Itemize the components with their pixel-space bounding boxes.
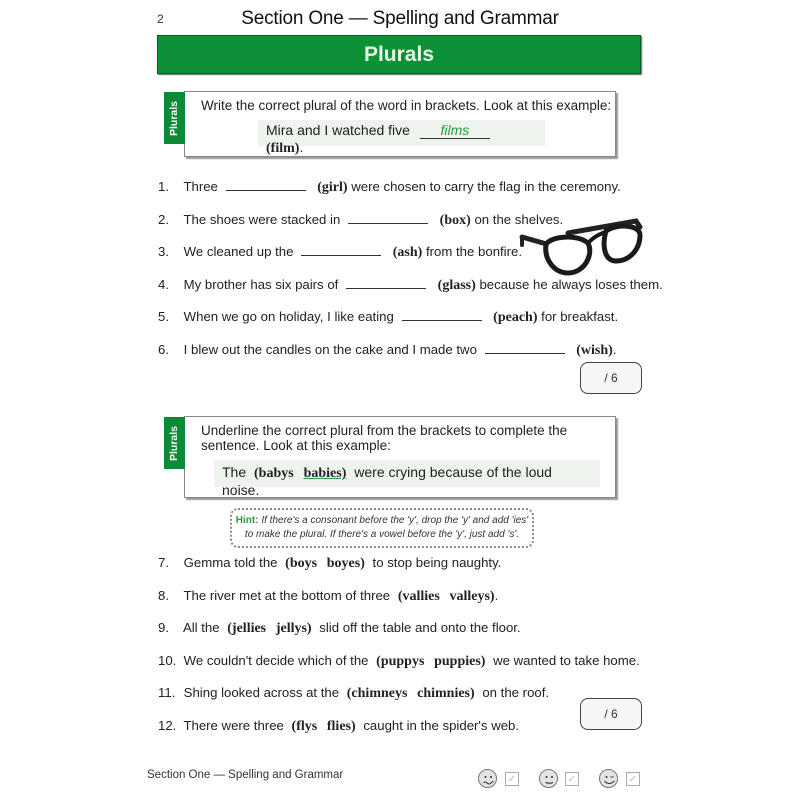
plurals-tab-2: Plurals [164,417,185,469]
checkbox-3[interactable]: ✓ [626,772,640,786]
example-sentence-2: The (babys babies) were crying because of the loud noise. [214,460,600,487]
page-number: 2 [157,12,164,26]
section-heading: Section One — Spelling and Grammar [241,8,559,29]
answer-blank-5[interactable] [402,310,482,321]
happy-wink-face-icon [599,769,618,788]
answer-blank-1[interactable] [226,180,306,191]
question-11: 11. Shing looked across at the (chimneys chimnies) on the roof. [158,685,550,701]
option-a[interactable]: (vallies [397,589,440,604]
checkbox-1[interactable]: ✓ [505,772,519,786]
neutral-face-icon [539,769,558,788]
question-8: 8. The river met at the bottom of three (vallies valleys). [158,588,499,604]
question-3: 3. We cleaned up the (ash) from the bonfire. [158,244,523,260]
instruction-text-1: Write the correct plural of the word in brackets. Look at this example: [201,98,612,113]
answer-blank-2[interactable] [348,213,428,224]
question-4: 4. My brother has six pairs of (glass) because he always loses them. [158,277,663,293]
instruction-text-2a: Underline the correct plural from the brackets to complete the [201,423,568,438]
hint-label: Hint: [235,515,259,526]
answer-blank-4[interactable] [346,278,426,289]
question-2: 2. The shoes were stacked in (box) on the shelves. [158,212,564,228]
example-word: (film) [266,141,300,156]
question-6: 6. I blew out the candles on the cake and I made two (wish). [158,342,617,358]
question-10: 10. We couldn't decide which of the (puppys puppies) we wanted to take home. [158,653,640,669]
glasses-icon [518,215,643,277]
question-9: 9. All the (jellies jellys) slid off the table and onto the floor. [158,620,521,636]
plurals-tab-1: Plurals [164,92,185,144]
option-b[interactable]: valleys) [449,589,495,604]
answer-blank-6[interactable] [485,343,565,354]
checkbox-2[interactable]: ✓ [565,772,579,786]
example-answer: films [440,122,470,138]
option-a[interactable]: (boys [285,556,318,571]
question-5: 5. When we go on holiday, I like eating (peach) for breakfast. [158,309,619,325]
question-7: 7. Gemma told the (boys boyes) to stop being naughty. [158,555,502,571]
option-b[interactable]: puppies) [434,654,486,669]
question-1: 1. Three (girl) were chosen to carry the flag in the ceremony. [158,179,621,195]
option-b[interactable]: flies) [326,719,356,734]
answer-blank-3[interactable] [301,245,381,256]
option-a[interactable]: (chimneys [346,686,408,701]
example-before: Mira and I watched five [266,122,410,138]
instruction-text-2b: sentence. Look at this example: [201,438,391,453]
score-box-1[interactable]: / 6 [580,362,642,394]
option-a[interactable]: (puppys [376,654,425,669]
worried-face-icon [478,769,497,788]
option-a[interactable]: (jellies [227,621,267,636]
hint-box: Hint: If there's a consonant before the 'y', drop the 'y' and add 'ies' to make the plural. If there's a vowel before the 'y', just add 's'. [230,508,534,548]
footer-section: Section One — Spelling and Grammar [147,769,344,781]
option-b[interactable]: chimnies) [417,686,475,701]
option-b[interactable]: boyes) [326,556,365,571]
option-b[interactable]: jellys) [275,621,312,636]
example-sentence-1: Mira and I watched five films (film). [258,120,545,146]
question-12: 12. There were three (flys flies) caught in the spider's web. [158,718,520,734]
page-title: Plurals [157,35,641,74]
score-box-2[interactable]: / 6 [580,698,642,730]
option-a[interactable]: (flys [291,719,318,734]
